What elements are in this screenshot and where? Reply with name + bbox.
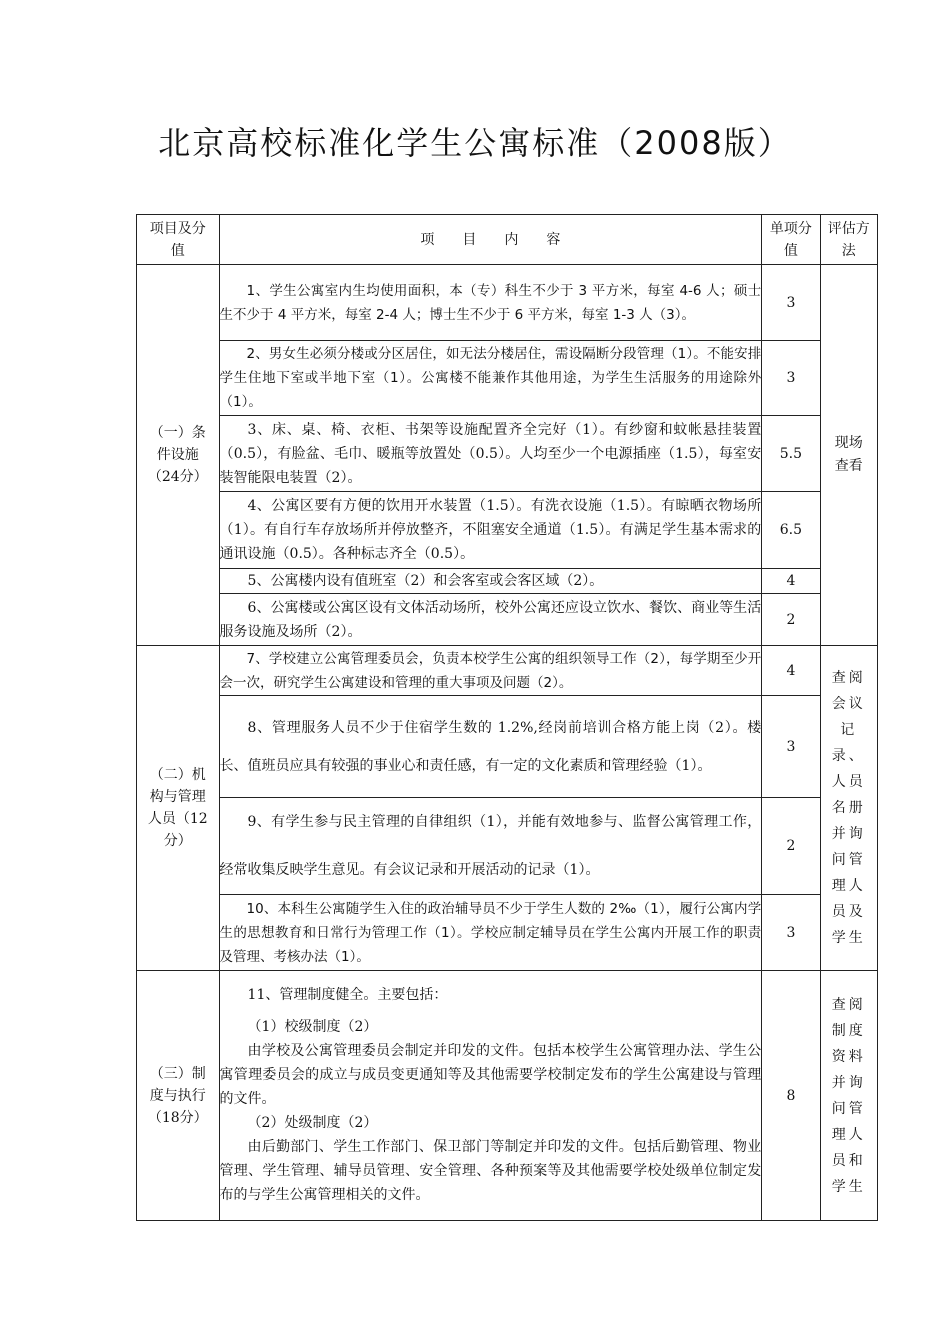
table-row — [137, 696, 878, 798]
section-2-category: （二）机构与管理人员（12分） — [137, 646, 220, 971]
document-title: 北京高校标准化学生公寓标准（2008版） — [158, 124, 792, 162]
item-6-content: 6、公寓楼或公寓区设有文体活动场所，校外公寓还应设立饮水、餐饮、商业等生活服务设施及场所（2）。 — [219, 594, 762, 646]
table-row — [137, 594, 878, 646]
header-content: 项 目 内 容 — [219, 215, 762, 265]
item-11-content — [219, 971, 762, 1221]
item-4-content: 4、公寓区要有方便的饮用开水装置（1.5）。有洗衣设施（1.5）。有晾晒衣物场所（1）。有自行车存放场所并停放整齐，不阻塞安全通道（1.5）。有满足学生基本需求的通讯设施（0.5）。各种标志齐全（0.5）。 — [219, 492, 762, 569]
item-9-score: 2 — [762, 798, 820, 895]
item-11-intro: 11、管理制度健全。主要包括： — [247, 987, 448, 1003]
item-10-content: 10、本科生公寓随学生入住的政治辅导员不少于学生人数的 2‰（1），履行公寓内学生的思想教育和日常行为管理工作（1）。学校应制定辅导员在学生公寓内开展工作的职责及管理、考核办法（1）。 — [219, 895, 762, 971]
item-2-content: 2、男女生必须分楼或分区居住，如无法分楼居住，需设隔断分段管理（1）。不能安排学生住地下室或半地下室（1）。公寓楼不能兼作其他用途，为学生生活服务的用途除外（1）。 — [219, 341, 762, 416]
section-1-category: （一）条件设施（24分） — [137, 265, 220, 646]
item-7-score: 4 — [762, 646, 820, 696]
item-11-sub1-text: 由学校及公寓管理委员会制定并印发的文件。包括本校学生公寓管理办法、学生公寓管理委员会的成立与成员变更通知等及其他需要学校制定发布的学生公寓建设与管理的文件。 — [219, 1043, 762, 1107]
table-row — [137, 416, 878, 492]
item-2-score: 3 — [762, 341, 820, 416]
table-row — [137, 971, 878, 1221]
item-5-score: 4 — [762, 569, 820, 594]
standards-table — [136, 214, 878, 1221]
item-6-score: 2 — [762, 594, 820, 646]
section-2-method: 查阅会议记录、人员名册并询问管理人员及学生 — [820, 646, 877, 971]
section-3-category: （三）制度与执行（18分） — [137, 971, 220, 1221]
table-row — [137, 798, 878, 895]
item-11-score: 8 — [762, 971, 820, 1221]
item-11-sub1-title: （1）校级制度（2） — [247, 1019, 378, 1035]
item-7-content: 7、学校建立公寓管理委员会，负责本校学生公寓的组织领导工作（2），每学期至少开会一次，研究学生公寓建设和管理的重大事项及问题（2）。 — [219, 646, 762, 696]
item-8-score: 3 — [762, 696, 820, 798]
item-9-content: 9、有学生参与民主管理的自律组织（1），并能有效地参与、监督公寓管理工作，经常收集反映学生意见。有会议记录和开展活动的记录（1）。 — [219, 798, 762, 895]
item-5-content: 5、公寓楼内设有值班室（2）和会客室或会客区域（2）。 — [219, 569, 762, 594]
item-8-content: 8、管理服务人员不少于住宿学生数的 1.2%,经岗前培训合格方能上岗（2）。楼长、值班员应具有较强的事业心和责任感，有一定的文化素质和管理经验（1）。 — [219, 696, 762, 798]
item-11-sub2-title: （2）处级制度（2） — [247, 1115, 378, 1131]
item-3-content: 3、床、桌、椅、衣柜、书架等设施配置齐全完好（1）。有纱窗和蚊帐悬挂装置（0.5），有脸盆、毛巾、暖瓶等放置处（0.5）。人均至少一个电源插座（1.5），每室安装智能限电装置（2）。 — [219, 416, 762, 492]
item-3-score: 5.5 — [762, 416, 820, 492]
header-score: 单项分值 — [762, 215, 820, 265]
section-1-method: 现场查看 — [820, 265, 877, 646]
section-3-method: 查阅制度资料并询问管理人员和学生 — [820, 971, 877, 1221]
table-row — [137, 569, 878, 594]
item-10-score: 3 — [762, 895, 820, 971]
item-1-content: 1、学生公寓室内生均使用面积，本（专）科生不少于 3 平方米，每室 4-6 人；硕士生不少于 4 平方米，每室 2-4 人；博士生不少于 6 平方米，每室 1-3 人（3）。 — [219, 265, 762, 341]
table-row — [137, 492, 878, 569]
table-header-row — [137, 215, 878, 265]
table-row — [137, 265, 878, 341]
item-1-score: 3 — [762, 265, 820, 341]
table-row — [137, 646, 878, 696]
item-4-score: 6.5 — [762, 492, 820, 569]
item-11-sub2-text: 由后勤部门、学生工作部门、保卫部门等制定并印发的文件。包括后勤管理、物业管理、学生管理、辅导员管理、安全管理、各种预案等及其他需要学校处级单位制定发布的与学生公寓管理相关的文件。 — [219, 1139, 762, 1203]
table-row — [137, 895, 878, 971]
header-category: 项目及分值 — [137, 215, 220, 265]
header-method: 评估方法 — [820, 215, 877, 265]
table-row — [137, 341, 878, 416]
